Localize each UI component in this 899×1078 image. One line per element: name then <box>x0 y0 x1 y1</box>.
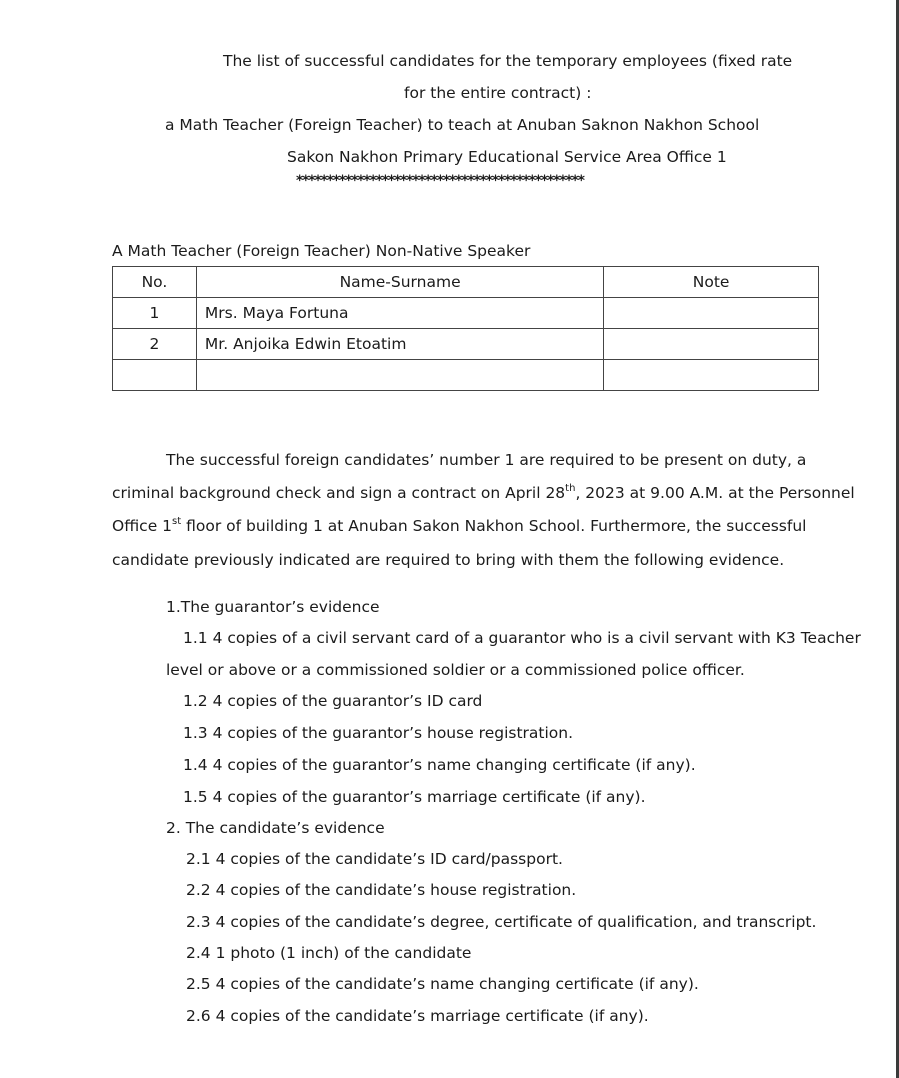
cell-name: Mr. Anjoika Edwin Etoatim <box>196 329 603 360</box>
paragraph-line-2-text: criminal background check and sign a contract on April 28 <box>112 484 566 502</box>
superscript-th: th <box>565 482 576 494</box>
evidence-item-1-3: 1.3 4 copies of the guarantor’s house registration. <box>183 724 574 742</box>
paragraph-line-2 <box>112 483 855 503</box>
cell-note <box>604 360 819 391</box>
paragraph-line-2-rest: , 2023 at 9.00 A.M. at the Personnel <box>575 484 855 502</box>
cell-name <box>196 360 603 391</box>
table-row <box>113 329 819 360</box>
header-no: No. <box>113 267 197 298</box>
evidence-item-2-6: 2.6 4 copies of the candidate’s marriage certificate (if any). <box>186 1007 649 1025</box>
cell-no: 1 <box>113 298 197 329</box>
candidates-table <box>112 266 819 391</box>
evidence-item-1-1-cont: level or above or a commissioned soldier or a commissioned police officer. <box>166 661 745 679</box>
section-heading: A Math Teacher (Foreign Teacher) Non-Native Speaker <box>112 242 531 260</box>
title-line-4: Sakon Nakhon Primary Educational Service Area Office 1 <box>287 148 727 166</box>
superscript-st: st <box>172 515 182 527</box>
cell-note <box>604 329 819 360</box>
candidate-evidence-heading: 2. The candidate’s evidence <box>166 819 385 837</box>
paragraph-line-1: The successful foreign candidates’ number 1 are required to be present on duty, a <box>166 451 807 469</box>
evidence-item-1-4: 1.4 4 copies of the guarantor’s name changing certificate (if any). <box>183 756 696 774</box>
cell-note <box>604 298 819 329</box>
paragraph-line-3-text: Office 1 <box>112 517 173 535</box>
evidence-item-2-5: 2.5 4 copies of the candidate’s name changing certificate (if any). <box>186 975 699 993</box>
guarantor-evidence-heading: 1.The guarantor’s evidence <box>166 598 380 616</box>
header-name-surname: Name-Surname <box>196 267 603 298</box>
cell-no: 2 <box>113 329 197 360</box>
title-line-2: for the entire contract) : <box>404 84 592 102</box>
cell-name: Mrs. Maya Fortuna <box>196 298 603 329</box>
header-note: Note <box>604 267 819 298</box>
cell-no <box>113 360 197 391</box>
table-row <box>113 360 819 391</box>
paragraph-line-3-rest: floor of building 1 at Anuban Sakon Nakhon School. Furthermore, the successful <box>181 517 807 535</box>
title-divider: *********************************************** <box>296 173 584 189</box>
evidence-item-2-1: 2.1 4 copies of the candidate’s ID card/passport. <box>186 850 563 868</box>
title-line-3: a Math Teacher (Foreign Teacher) to teach at Anuban Saknon Nakhon School <box>165 116 760 134</box>
evidence-item-2-2: 2.2 4 copies of the candidate’s house registration. <box>186 881 577 899</box>
table-header-row <box>113 267 819 298</box>
evidence-item-2-4: 2.4 1 photo (1 inch) of the candidate <box>186 944 472 962</box>
evidence-item-1-2: 1.2 4 copies of the guarantor’s ID card <box>183 692 483 710</box>
evidence-item-1-1: 1.1 4 copies of a civil servant card of a guarantor who is a civil servant with K3 Teacher <box>183 629 861 647</box>
paragraph-line-4: candidate previously indicated are required to bring with them the following evidence. <box>112 551 785 569</box>
evidence-item-2-3: 2.3 4 copies of the candidate’s degree, certificate of qualification, and transcript. <box>186 913 817 931</box>
table-row <box>113 298 819 329</box>
paragraph-line-3 <box>112 516 806 536</box>
evidence-item-1-5: 1.5 4 copies of the guarantor’s marriage certificate (if any). <box>183 788 646 806</box>
title-line-1: The list of successful candidates for the temporary employees (fixed rate <box>223 52 793 70</box>
